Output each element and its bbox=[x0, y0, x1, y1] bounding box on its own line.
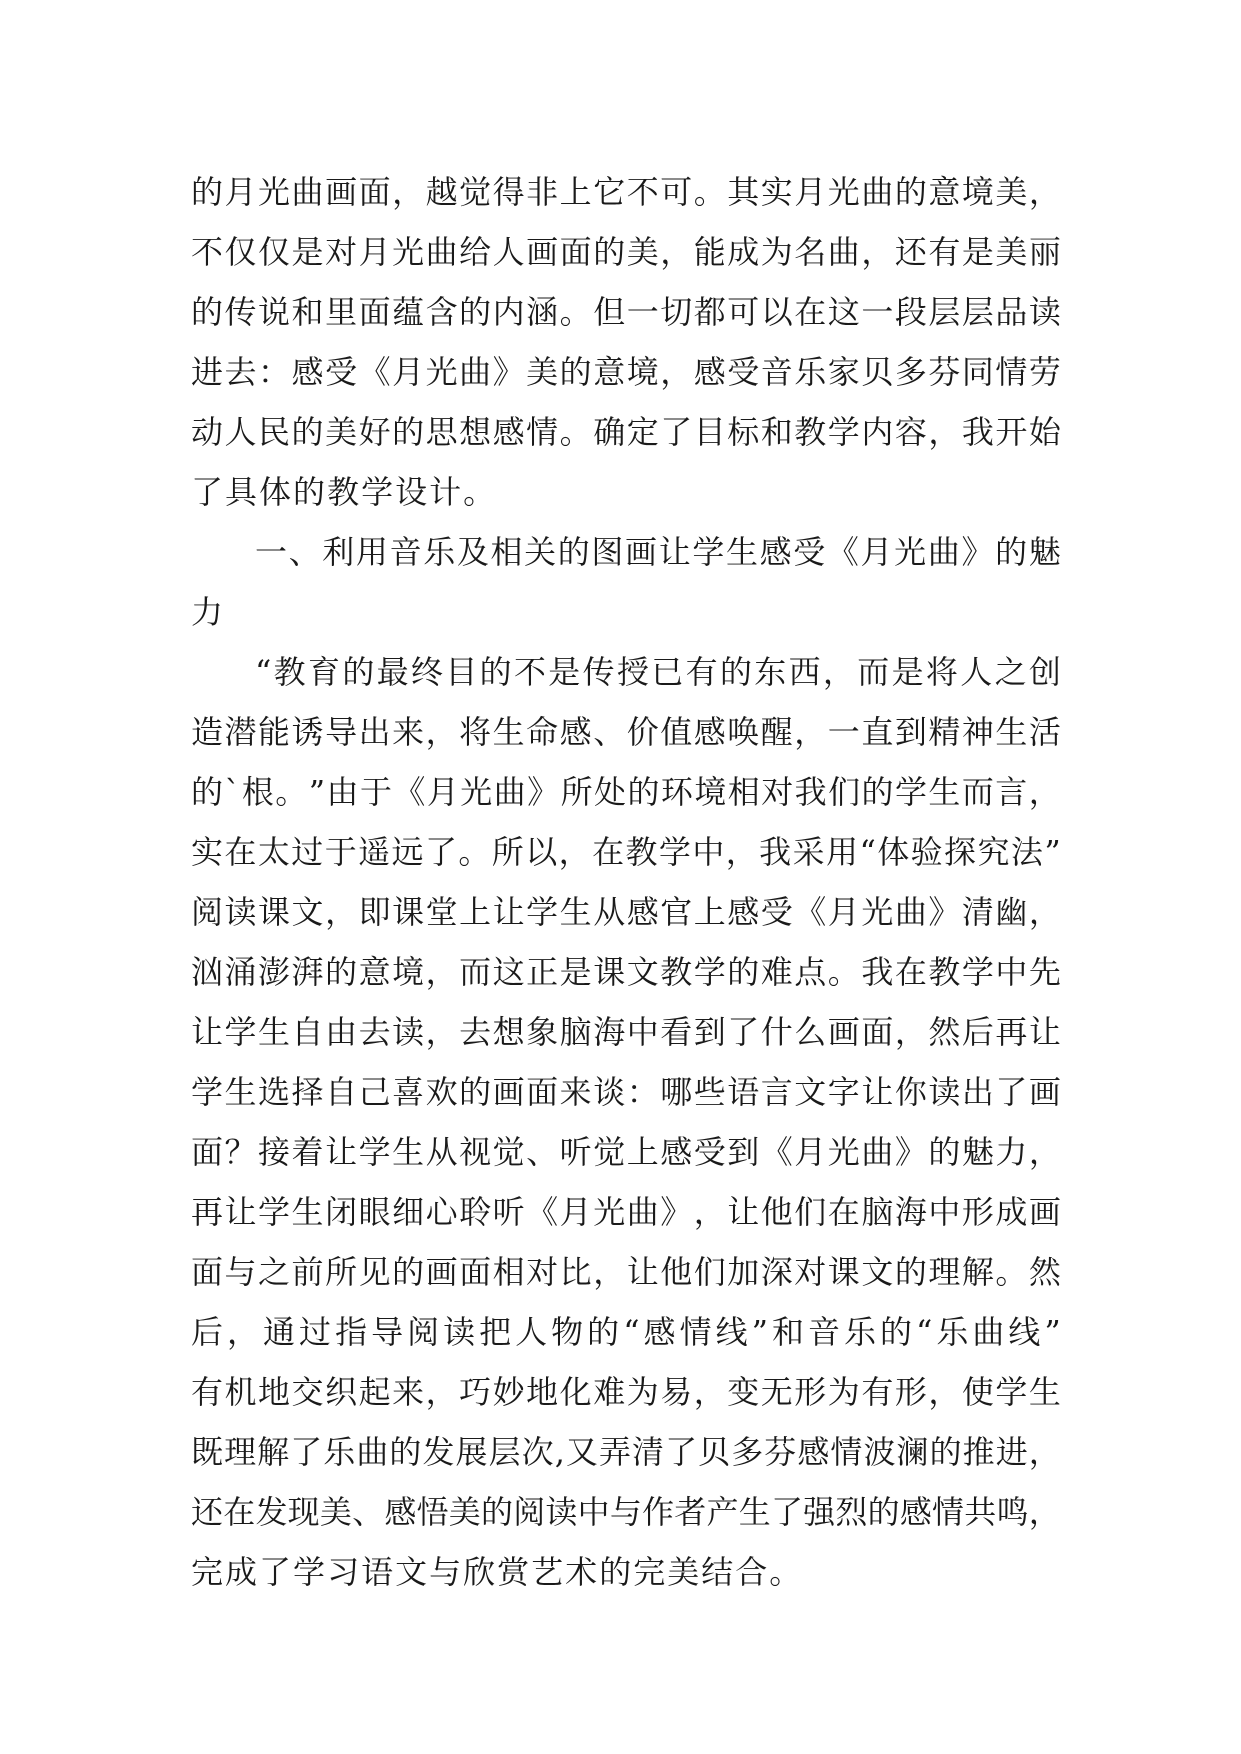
text-line: 一 、 利 用 音 乐 及 相 关 的 图 画 让 学 生 感 受 《 月 光 曲 》 的 魅 bbox=[255, 533, 1061, 571]
text-line: 面 ？ 接 着 让 学 生 从 视 觉 、 听 觉 上 感 受 到 《 月 光 曲 》 的 魅 力 ， bbox=[191, 1133, 1061, 1171]
text-line: 既 理 解 了 乐 曲 的 发 展 层 次 , 又 弄 清 了 贝 多 芬 感 情 波 澜 的 推 进 ， bbox=[191, 1433, 1061, 1471]
text-line: 再 让 学 生 闭 眼 细 心 聆 听 《 月 光 曲 》 ， 让 他 们 在 脑 海 中 形 成 画 bbox=[191, 1193, 1061, 1231]
text-line: “ 教 育 的 最 终 目 的 不 是 传 授 已 有 的 东 西 ， 而 是 将 人 之 创 bbox=[255, 653, 1061, 691]
text-line: 完 成 了 学 习 语 文 与 欣 赏 艺 术 的 完 美 结 合 。 bbox=[191, 1553, 802, 1591]
text-line: 面 与 之 前 所 见 的 画 面 相 对 比 ， 让 他 们 加 深 对 课 文 的 理 解 。 然 bbox=[191, 1253, 1061, 1291]
text-line: 让 学 生 自 由 去 读 ， 去 想 象 脑 海 中 看 到 了 什 么 画 面 ， 然 后 再 让 bbox=[191, 1013, 1061, 1051]
text-line: 造 潜 能 诱 导 出 来 ， 将 生 命 感 、 价 值 感 唤 醒 ， 一 直 到 精 神 生 活 bbox=[191, 713, 1061, 751]
text-line: 了 具 体 的 教 学 设 计 。 bbox=[191, 473, 496, 511]
text-line: 力 bbox=[191, 593, 224, 631]
text-line: 不 仅 仅 是 对 月 光 曲 给 人 画 面 的 美 ， 能 成 为 名 曲 ， 还 有 是 美 丽 bbox=[191, 233, 1061, 271]
text-line: 汹 涌 澎 湃 的 意 境 ， 而 这 正 是 课 文 教 学 的 难 点 。 我 在 教 学 中 先 bbox=[191, 953, 1061, 991]
text-line: 学 生 选 择 自 己 喜 欢 的 画 面 来 谈 ： 哪 些 语 言 文 字 让 你 读 出 了 画 bbox=[191, 1073, 1061, 1111]
body-text bbox=[191, 162, 1061, 1602]
text-line: 有 机 地 交 织 起 来 ， 巧 妙 地 化 难 为 易 ， 变 无 形 为 有 形 ， 使 学 生 bbox=[191, 1373, 1061, 1411]
text-line: 实 在 太 过 于 遥 远 了 。 所 以 ， 在 教 学 中 ， 我 采 用 “ 体 验 探 究 法 ” bbox=[191, 833, 1061, 871]
text-line: 的 传 说 和 里 面 蕴 含 的 内 涵 。 但 一 切 都 可 以 在 这 一 段 层 层 品 读 bbox=[191, 293, 1061, 331]
text-line: 阅 读 课 文 ， 即 课 堂 上 让 学 生 从 感 官 上 感 受 《 月 光 曲 》 清 幽 ， bbox=[191, 893, 1061, 931]
text-line: 进 去 ： 感 受 《 月 光 曲 》 美 的 意 境 ， 感 受 音 乐 家 贝 多 芬 同 情 劳 bbox=[191, 353, 1061, 391]
text-line: 后 ， 通 过 指 导 阅 读 把 人 物 的 “ 感 情 线 ” 和 音 乐 的 “ 乐 曲 线 ” bbox=[191, 1313, 1061, 1351]
text-line: 的 月 光 曲 画 面 ， 越 觉 得 非 上 它 不 可 。 其 实 月 光 曲 的 意 境 美 ， bbox=[191, 173, 1061, 211]
text-line: 动 人 民 的 美 好 的 思 想 感 情 。 确 定 了 目 标 和 教 学 内 容 ， 我 开 始 bbox=[191, 413, 1061, 451]
text-line: 还 在 发 现 美 、 感 悟 美 的 阅 读 中 与 作 者 产 生 了 强 烈 的 感 情 共 鸣 ， bbox=[191, 1493, 1061, 1531]
text-line: 的 ` 根 。 ” 由 于 《 月 光 曲 》 所 处 的 环 境 相 对 我 们 的 学 生 而 言 ， bbox=[191, 773, 1061, 811]
